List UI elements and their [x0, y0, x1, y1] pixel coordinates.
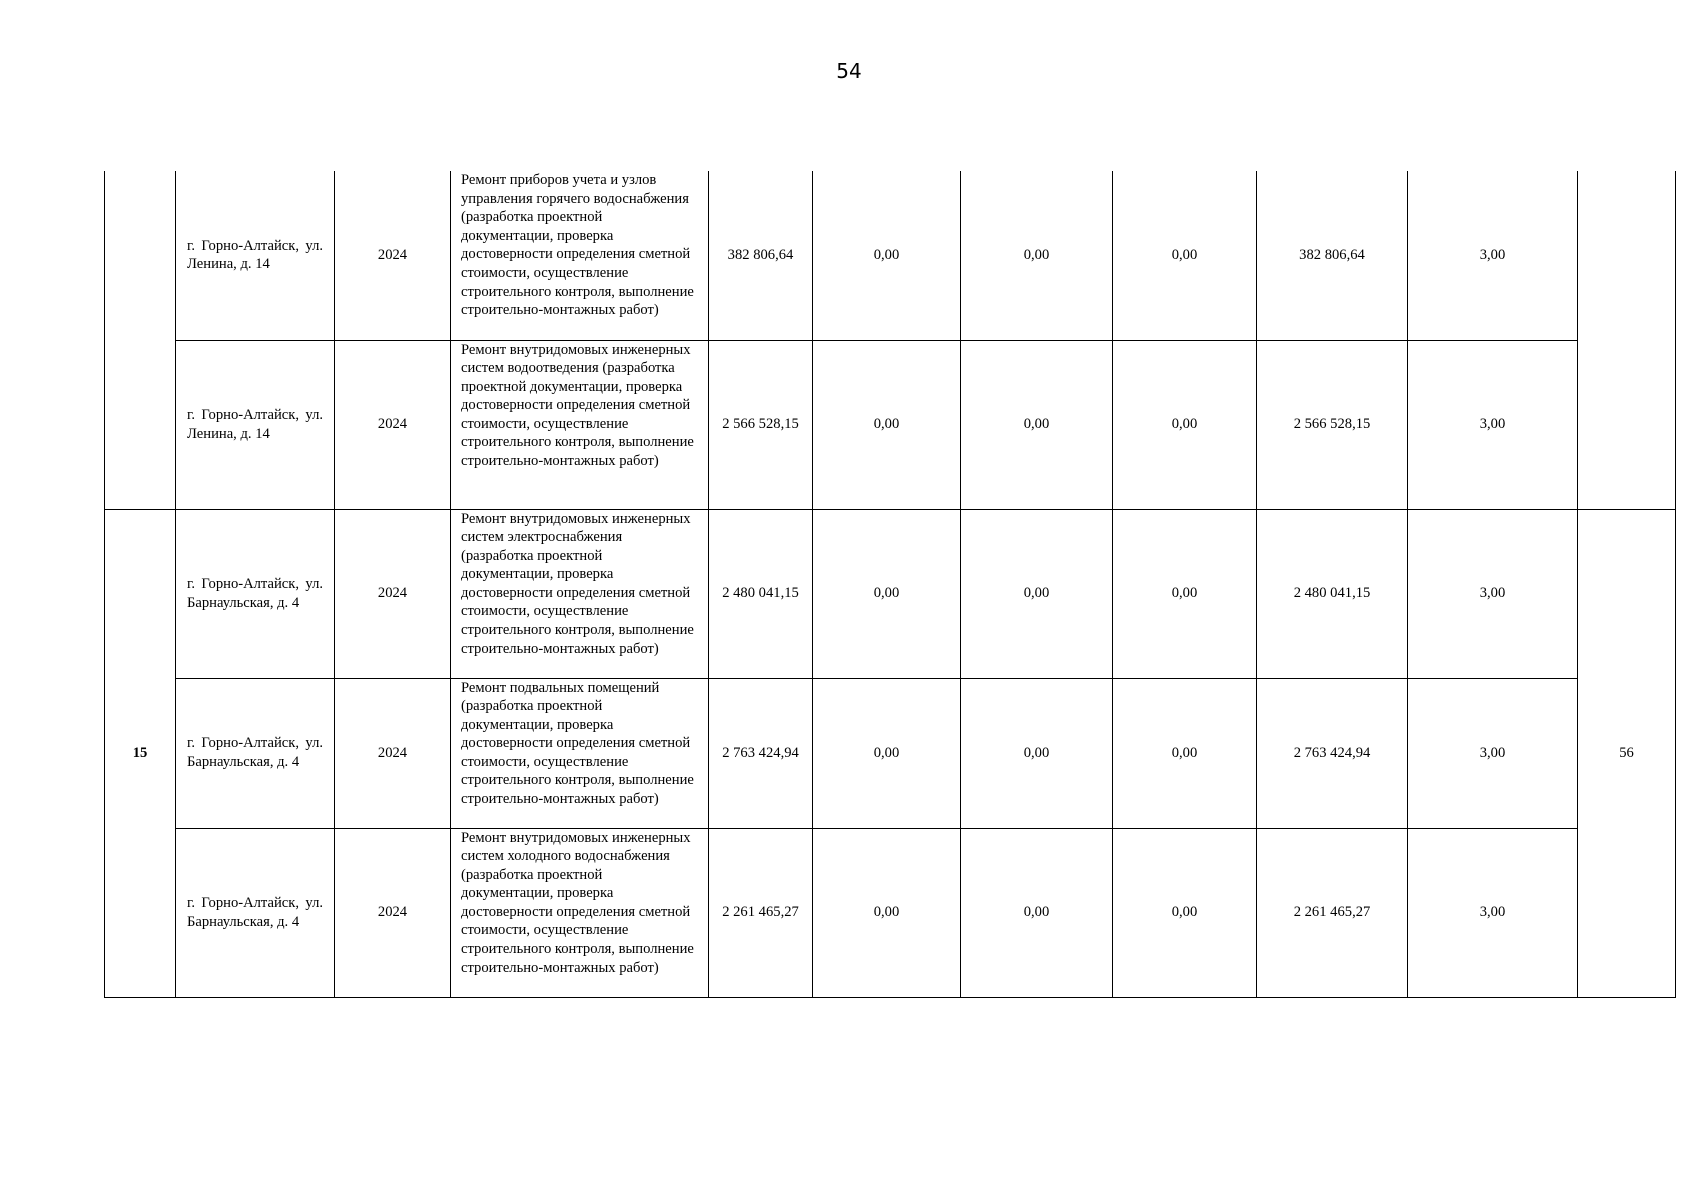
work-description-cell: Ремонт внутридомовых инженерных систем холодного водоснабжения (разработка проектной документации, проверка достоверности определения сметной стоимости, осуществление строительного контроля, выполнение строительно-монтажных работ) [451, 828, 709, 997]
total-cost-cell: 2 566 528,15 [709, 340, 813, 509]
work-description-cell: Ремонт внутридомовых инженерных систем водоотведения (разработка проектной документации, проверка достоверности определения сметной стоимости, осуществление строительного контроля, выполнение строительно-монтажных работ) [451, 340, 709, 509]
table-row [105, 171, 1676, 340]
address-cell: г. Горно-Алтайск, ул. Барнаульская, д. 4 [176, 678, 335, 828]
year-cell: 2024 [335, 340, 451, 509]
value-cell-1: 0,00 [813, 828, 961, 997]
value-cell-2: 0,00 [961, 509, 1113, 678]
year-cell: 2024 [335, 678, 451, 828]
page-number: 54 [836, 59, 862, 83]
value-cell-4: 2 480 041,15 [1257, 509, 1408, 678]
group-number-cell-prev [105, 171, 176, 509]
year-cell: 2024 [335, 828, 451, 997]
value-cell-3: 0,00 [1113, 171, 1257, 340]
table-row [105, 509, 1676, 678]
total-cost-cell: 2 763 424,94 [709, 678, 813, 828]
value-cell-5: 3,00 [1408, 340, 1578, 509]
table-row [105, 340, 1676, 509]
work-description-cell: Ремонт внутридомовых инженерных систем электроснабжения (разработка проектной документации, проверка достоверности определения сметной стоимости, осуществление строительного контроля, выполнение строительно-монтажных работ) [451, 509, 709, 678]
total-cost-cell: 2 261 465,27 [709, 828, 813, 997]
address-cell: г. Горно-Алтайск, ул. Барнаульская, д. 4 [176, 828, 335, 997]
last-column-cell: 56 [1578, 509, 1676, 997]
works-table [104, 171, 1676, 998]
value-cell-2: 0,00 [961, 828, 1113, 997]
group-number-cell: 15 [105, 509, 176, 997]
last-column-cell-prev [1578, 171, 1676, 509]
address-cell: г. Горно-Алтайск, ул. Ленина, д. 14 [176, 171, 335, 340]
value-cell-3: 0,00 [1113, 509, 1257, 678]
value-cell-3: 0,00 [1113, 828, 1257, 997]
value-cell-5: 3,00 [1408, 828, 1578, 997]
year-cell: 2024 [335, 171, 451, 340]
value-cell-4: 2 261 465,27 [1257, 828, 1408, 997]
total-cost-cell: 2 480 041,15 [709, 509, 813, 678]
table-row [105, 678, 1676, 828]
address-cell: г. Горно-Алтайск, ул. Ленина, д. 14 [176, 340, 335, 509]
value-cell-3: 0,00 [1113, 340, 1257, 509]
work-description-cell: Ремонт приборов учета и узлов управления горячего водоснабжения (разработка проектной документации, проверка достоверности определения сметной стоимости, осуществление строительного контроля, выполнение строительно-монтажных работ) [451, 171, 709, 340]
value-cell-1: 0,00 [813, 678, 961, 828]
total-cost-cell: 382 806,64 [709, 171, 813, 340]
value-cell-4: 2 763 424,94 [1257, 678, 1408, 828]
address-cell: г. Горно-Алтайск, ул. Барнаульская, д. 4 [176, 509, 335, 678]
value-cell-2: 0,00 [961, 171, 1113, 340]
value-cell-5: 3,00 [1408, 171, 1578, 340]
year-cell: 2024 [335, 509, 451, 678]
value-cell-5: 3,00 [1408, 509, 1578, 678]
value-cell-1: 0,00 [813, 340, 961, 509]
value-cell-5: 3,00 [1408, 678, 1578, 828]
value-cell-2: 0,00 [961, 678, 1113, 828]
table-row [105, 828, 1676, 997]
value-cell-2: 0,00 [961, 340, 1113, 509]
value-cell-1: 0,00 [813, 509, 961, 678]
value-cell-4: 2 566 528,15 [1257, 340, 1408, 509]
work-description-cell: Ремонт подвальных помещений (разработка проектной документации, проверка достоверности определения сметной стоимости, осуществление строительного контроля, выполнение строительно-монтажных работ) [451, 678, 709, 828]
value-cell-4: 382 806,64 [1257, 171, 1408, 340]
value-cell-3: 0,00 [1113, 678, 1257, 828]
value-cell-1: 0,00 [813, 171, 961, 340]
